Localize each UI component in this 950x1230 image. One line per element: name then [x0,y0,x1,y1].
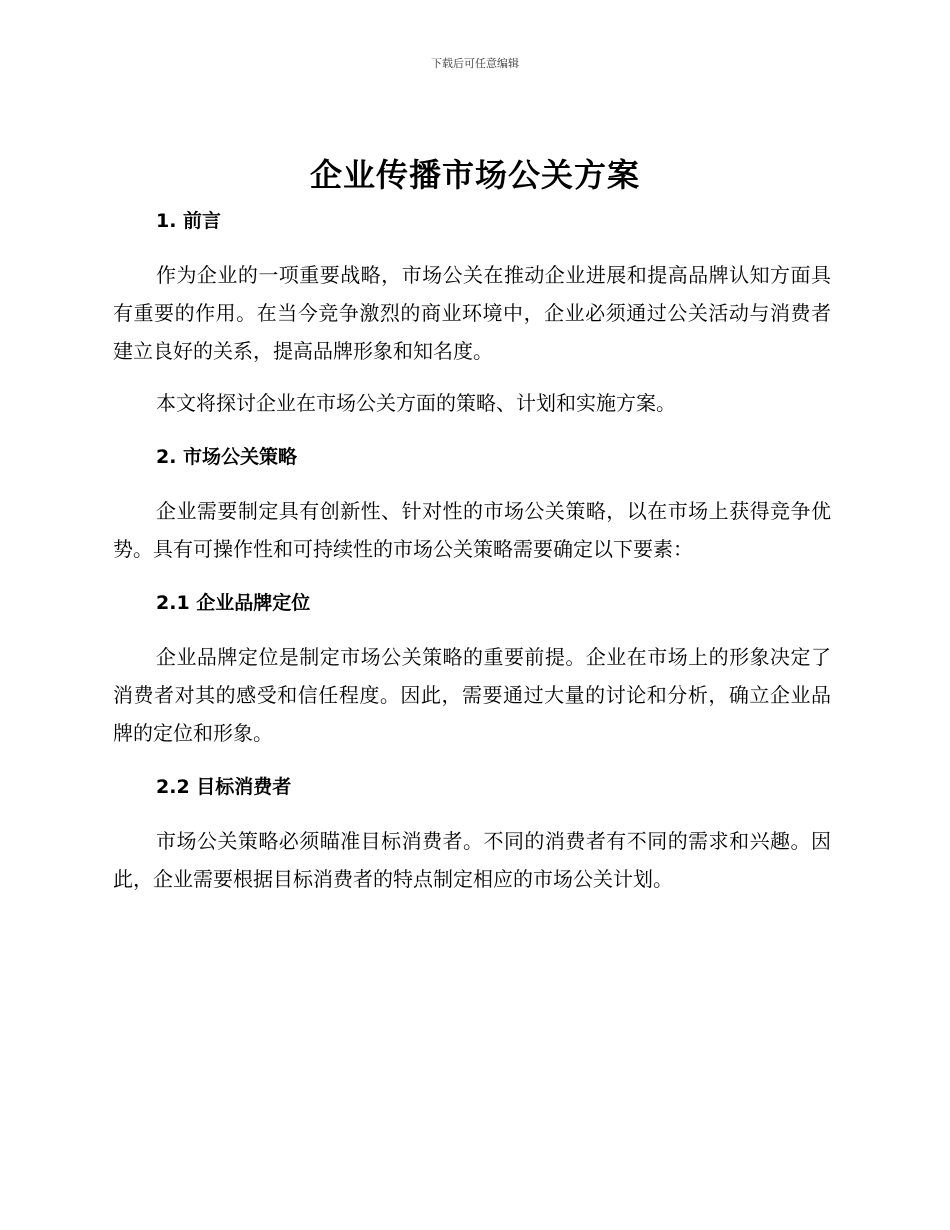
section-heading: 2. 市场公关策略 [156,446,298,468]
document-body [113,200,831,898]
document-title: 企业传播市场公关方案 [309,156,640,194]
paragraph: 企业需要制定具有创新性、针对性的市场公关策略，以在市场上获得竞争优势。具有可操作性和可持续性的市场公关策略需要确定以下要素： [113,499,831,561]
paragraph: 企业品牌定位是制定市场公关策略的重要前提。企业在市场上的形象决定了消费者对其的感受和信任程度。因此，需要通过大量的讨论和分析，确立企业品牌的定位和形象。 [113,645,831,745]
paragraph: 本文将探讨企业在市场公关方面的策略、计划和实施方案。 [156,391,676,415]
section-heading: 2.2 目标消费者 [156,776,292,798]
section-heading: 1. 前言 [156,210,222,232]
paragraph: 作为企业的一项重要战略，市场公关在推动企业进展和提高品牌认知方面具有重要的作用。在当今竞争激烈的商业环境中，企业必须通过公关活动与消费者建立良好的关系，提高品牌形象和知名度。 [113,263,831,363]
section-foreword [113,200,831,436]
section-pr-strategy [113,436,831,582]
paragraph: 市场公关策略必须瞄准目标消费者。不同的消费者有不同的需求和兴趣。因此，企业需要根据目标消费者的特点制定相应的市场公关计划。 [113,829,831,891]
page-header-note: 下载后可任意编辑 [431,57,519,70]
section-brand-positioning [113,582,831,766]
section-heading: 2.1 企业品牌定位 [156,592,311,614]
section-target-consumers [113,766,831,898]
